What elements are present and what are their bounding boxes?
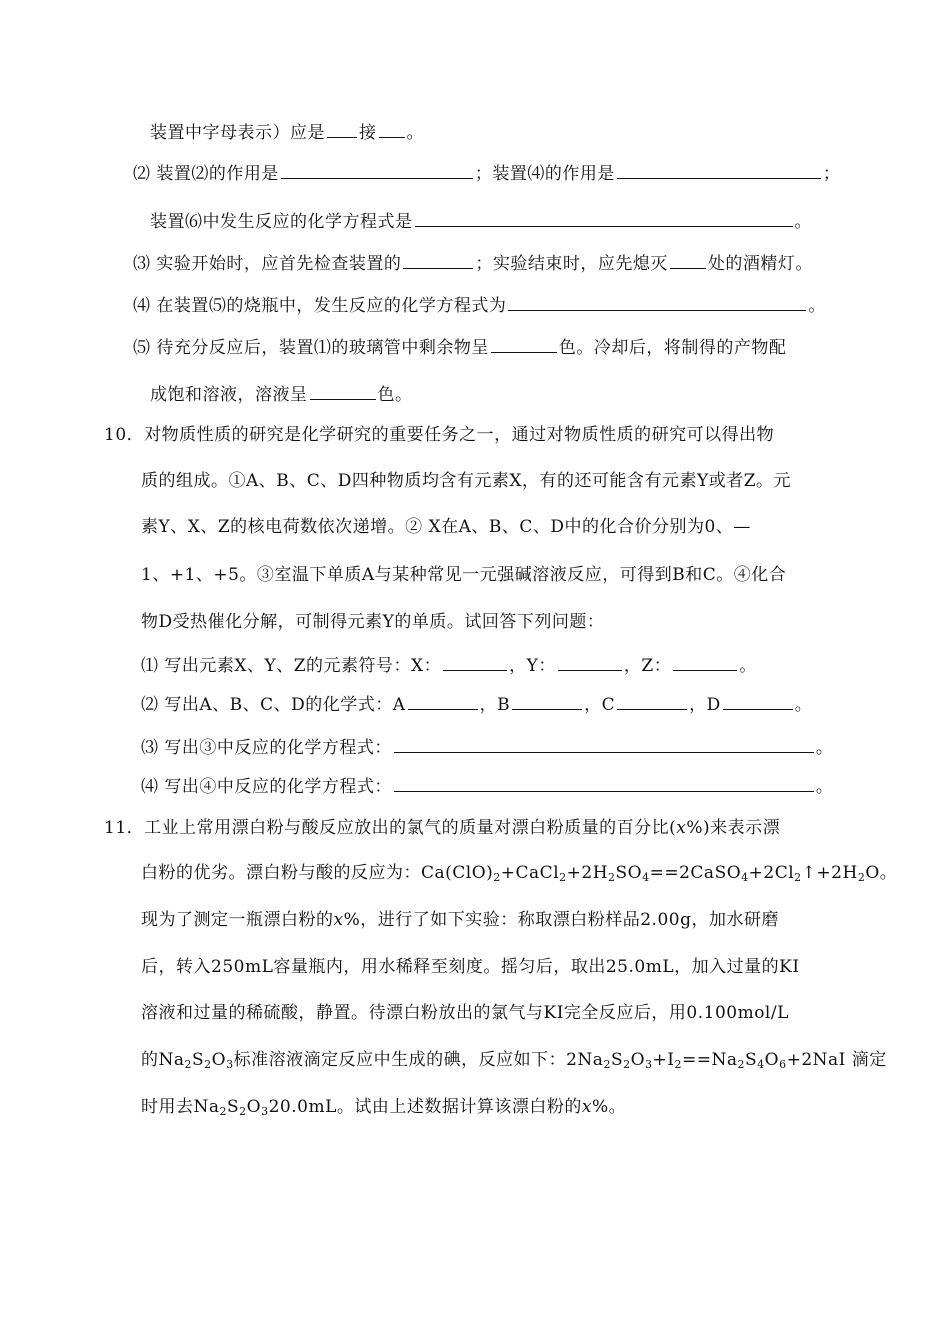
device4-purpose-blank[interactable] <box>617 162 821 179</box>
q11-line6: 的$Na_2S_2O_3$标准溶液滴定反应中生成的碘，反应如下：$2Na_2S_2O_3+I_2==Na_2S_4O_6+2NaI$ 滴定 <box>141 1050 887 1071</box>
element-y-blank[interactable] <box>558 654 622 671</box>
q11-line7: 时用去$Na_2S_2O_320.0mL$。试由上述数据计算该漂白粉的x%。 <box>141 1097 627 1118</box>
check-blank[interactable] <box>403 252 473 269</box>
q10-line5: 物D受热催化分解，可制得元素Y的单质。试回答下列问题： <box>141 612 605 632</box>
q11-line2: 白粉的优劣。漂白粉与酸的反应为：$Ca(ClO)_2+CaCl_2+2H_2SO_4==2CaSO_4+2Cl_2↑+2H_2O$。 <box>141 863 898 884</box>
device2-purpose-blank[interactable] <box>281 162 473 179</box>
q9-part2-line2: 装置⑹中发生反应的化学方程式是 。 <box>150 212 812 232</box>
lamp-blank[interactable] <box>670 252 706 269</box>
q10-sub4: ⑷ 写出④中反应的化学方程式： 。 <box>141 777 834 797</box>
q10-sub2: ⑵ 写出A、B、C、D的化学式：A ，B ，C ，D 。 <box>141 695 813 715</box>
element-x-blank[interactable] <box>443 654 507 671</box>
q10-line1: 10．对物质性质的研究是化学研究的重要任务之一，通过对物质性质的研究可以得出物 <box>104 425 775 445</box>
connection-blank-1[interactable] <box>327 121 357 138</box>
q10-sub1: ⑴ 写出元素X、Y、Z的元素符号：X： ，Y： ，Z： 。 <box>141 656 757 676</box>
connection-blank-2[interactable] <box>379 121 405 138</box>
q9-part3: ⑶ 实验开始时，应首先检查装置的 ；实验结束时，应先熄灭 处的酒精灯。 <box>133 254 813 274</box>
formula-b-blank[interactable] <box>512 693 582 710</box>
q9-part5-line1: ⑸ 待充分反应后，装置⑴的玻璃管中剩余物呈 色。冷却后，将制得的产物配 <box>133 338 787 358</box>
q9-part4: ⑷ 在装置⑸的烧瓶中，发生反应的化学方程式为 。 <box>133 296 826 316</box>
formula-a-blank[interactable] <box>408 693 478 710</box>
q11-line4: 后，转入250mL容量瓶内，用水稀释至刻度。摇匀后，取出25.0mL，加入过量的KI <box>141 957 800 977</box>
solution-color-blank[interactable] <box>310 383 376 400</box>
q11-line3: 现为了测定一瓶漂白粉的x%，进行了如下实验：称取漂白粉样品2.00g，加水研磨 <box>141 910 779 930</box>
q10-line2: 质的组成。①A、B、C、D四种物质均含有元素X，有的还可能含有元素Y或者Z。元 <box>141 471 792 491</box>
q9-part5-line2: 成饱和溶液，溶液呈 色。 <box>150 385 413 405</box>
q11-line5: 溶液和过量的稀硫酸，静置。待漂白粉放出的氯气与KI完全反应后，用0.100mol/L <box>141 1003 789 1023</box>
formula-d-blank[interactable] <box>723 693 793 710</box>
element-z-blank[interactable] <box>673 654 737 671</box>
q11-line1: 11．工业上常用漂白粉与酸反应放出的氯气的质量对漂白粉质量的百分比(x%)来表示漂 <box>104 818 781 838</box>
q10-line4: 1、+1、+5。③室温下单质A与某种常见一元强碱溶液反应，可得到B和C。④化合 <box>141 565 787 585</box>
q10-sub3: ⑶ 写出③中反应的化学方程式： 。 <box>141 738 834 758</box>
residue-color-blank[interactable] <box>491 336 557 353</box>
q9-line-connection: 装置中字母表示）应是 接 。 <box>150 123 424 143</box>
q10-line3: 素Y、X、Z的核电荷数依次递增。② X在A、B、C、D中的化合价分别为0、— <box>141 517 751 537</box>
flask-equation-blank[interactable] <box>508 294 806 311</box>
device6-equation-blank[interactable] <box>415 210 793 227</box>
reaction4-equation-blank[interactable] <box>394 775 814 792</box>
reaction3-equation-blank[interactable] <box>394 736 814 753</box>
formula-c-blank[interactable] <box>617 693 687 710</box>
q9-part2-line1: ⑵ 装置⑵的作用是 ；装置⑷的作用是 ； <box>133 164 841 184</box>
